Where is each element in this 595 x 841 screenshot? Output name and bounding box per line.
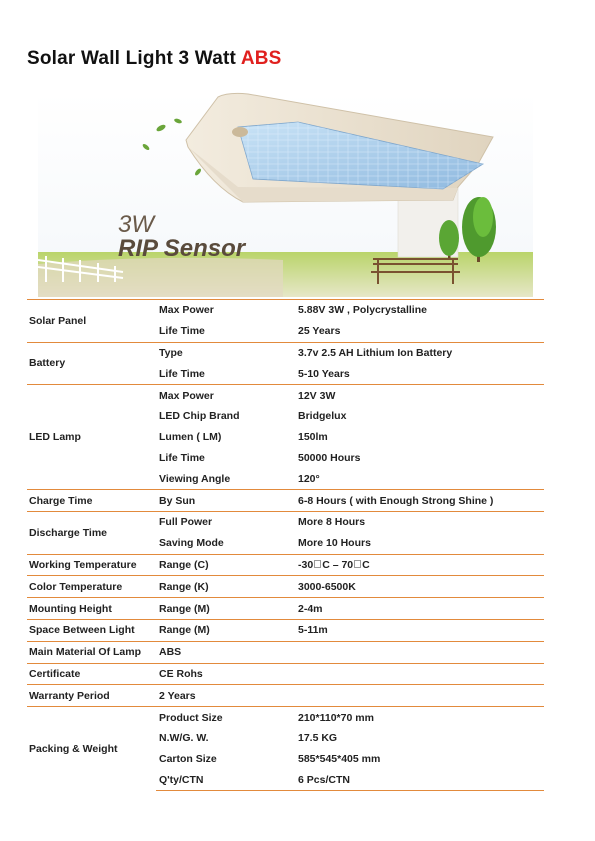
spec-group-label: Certificate: [27, 663, 156, 685]
spec-value: More 10 Hours: [298, 537, 371, 550]
spec-value: [294, 641, 544, 663]
spec-item: Type: [156, 342, 294, 363]
spec-item: Saving Mode: [159, 537, 224, 550]
spec-value: 6 Pcs/CTN: [294, 770, 544, 791]
spec-item: Max Power: [156, 385, 294, 406]
spec-group-label: LED Lamp: [27, 385, 156, 490]
spec-value: 210*110*70 mm: [294, 707, 544, 728]
spec-value: 5-10 Years: [298, 367, 350, 380]
spec-item: Life Time: [159, 367, 205, 380]
spec-row: [27, 490, 544, 512]
spec-item: ABS: [156, 641, 294, 663]
spec-row: [27, 342, 544, 363]
spec-value-part: -30: [298, 558, 314, 571]
spec-group-label: Color Temperature: [27, 576, 156, 598]
spec-group-label: Space Between Light: [27, 619, 156, 641]
spec-value: 3.7v 2.5 AH Lithium Ion Battery: [294, 342, 544, 363]
spec-value: 5.88V 3W , Polycrystalline: [294, 300, 544, 321]
spec-group-label: Packing & Weight: [27, 707, 156, 791]
product-hero-image: [38, 92, 533, 297]
title-main: Solar Wall Light 3 Watt: [27, 48, 241, 69]
spec-row: [27, 685, 544, 707]
spec-value-part: C – 70: [322, 558, 354, 571]
spec-value: 50000 Hours: [298, 451, 361, 464]
spec-value-part: C: [362, 558, 370, 571]
spec-item: Range (C): [156, 554, 294, 576]
spec-item: Life Time: [159, 325, 205, 338]
spec-table: [27, 299, 544, 791]
spec-item: Max Power: [156, 300, 294, 321]
missing-glyph-box: [314, 560, 321, 568]
page-title: [27, 48, 282, 70]
spec-item: Range (M): [156, 598, 294, 620]
spec-item: 2 Years: [156, 685, 294, 707]
spec-row: [27, 619, 544, 641]
spec-value: 120°: [298, 472, 320, 485]
spec-row: [27, 300, 544, 321]
spec-value: 585*545*405 mm: [298, 753, 381, 766]
spec-group-label: Discharge Time: [27, 511, 156, 554]
spec-row: [27, 663, 544, 685]
spec-item: Life Time: [159, 451, 205, 464]
spec-row: [27, 707, 544, 728]
spec-value: Bridgelux: [298, 410, 347, 423]
spec-value: 12V 3W: [294, 385, 544, 406]
spec-group-label: Solar Panel: [27, 300, 156, 343]
spec-item: Q'ty/CTN: [156, 770, 294, 791]
spec-value: [294, 663, 544, 685]
spec-value: More 8 Hours: [294, 511, 544, 532]
spec-item: Viewing Angle: [159, 472, 231, 485]
spec-item: Range (M): [156, 619, 294, 641]
spec-group-label: Charge Time: [27, 490, 156, 512]
spec-value: 6-8 Hours ( with Enough Strong Shine ): [294, 490, 544, 512]
title-accent: ABS: [240, 48, 282, 69]
spec-item: Lumen ( LM): [159, 431, 222, 444]
spec-group-label: Main Material Of Lamp: [27, 641, 156, 663]
spec-value: 25 Years: [298, 325, 341, 338]
badge-3w: 3W: [118, 211, 154, 238]
spec-item: Product Size: [156, 707, 294, 728]
spec-row: [27, 598, 544, 620]
spec-value: [294, 554, 544, 576]
spec-item: N.W/G. W.: [159, 732, 209, 745]
spec-item: Range (K): [156, 576, 294, 598]
spec-item: Full Power: [156, 511, 294, 532]
missing-glyph-box: [354, 560, 361, 568]
spec-group-label: Warranty Period: [27, 685, 156, 707]
spec-row: [27, 576, 544, 598]
spec-item: By Sun: [156, 490, 294, 512]
spec-item: LED Chip Brand: [159, 410, 240, 423]
spec-item: CE Rohs: [156, 663, 294, 685]
spec-group-label: Working Temperature: [27, 554, 156, 576]
spec-group-label: Battery: [27, 342, 156, 385]
spec-item: Carton Size: [159, 753, 217, 766]
spec-value: 150lm: [298, 431, 328, 444]
spec-value: [294, 685, 544, 707]
spec-value: 5-11m: [294, 619, 544, 641]
spec-group-label: Mounting Height: [27, 598, 156, 620]
spec-value: 2-4m: [294, 598, 544, 620]
spec-value: 3000-6500K: [294, 576, 544, 598]
spec-row: [27, 554, 544, 576]
badge-rip-sensor: RIP Sensor: [118, 235, 246, 262]
spec-value: 17.5 KG: [298, 732, 338, 745]
spec-row: [27, 385, 544, 406]
spec-row: [27, 641, 544, 663]
spec-row: [27, 511, 544, 532]
